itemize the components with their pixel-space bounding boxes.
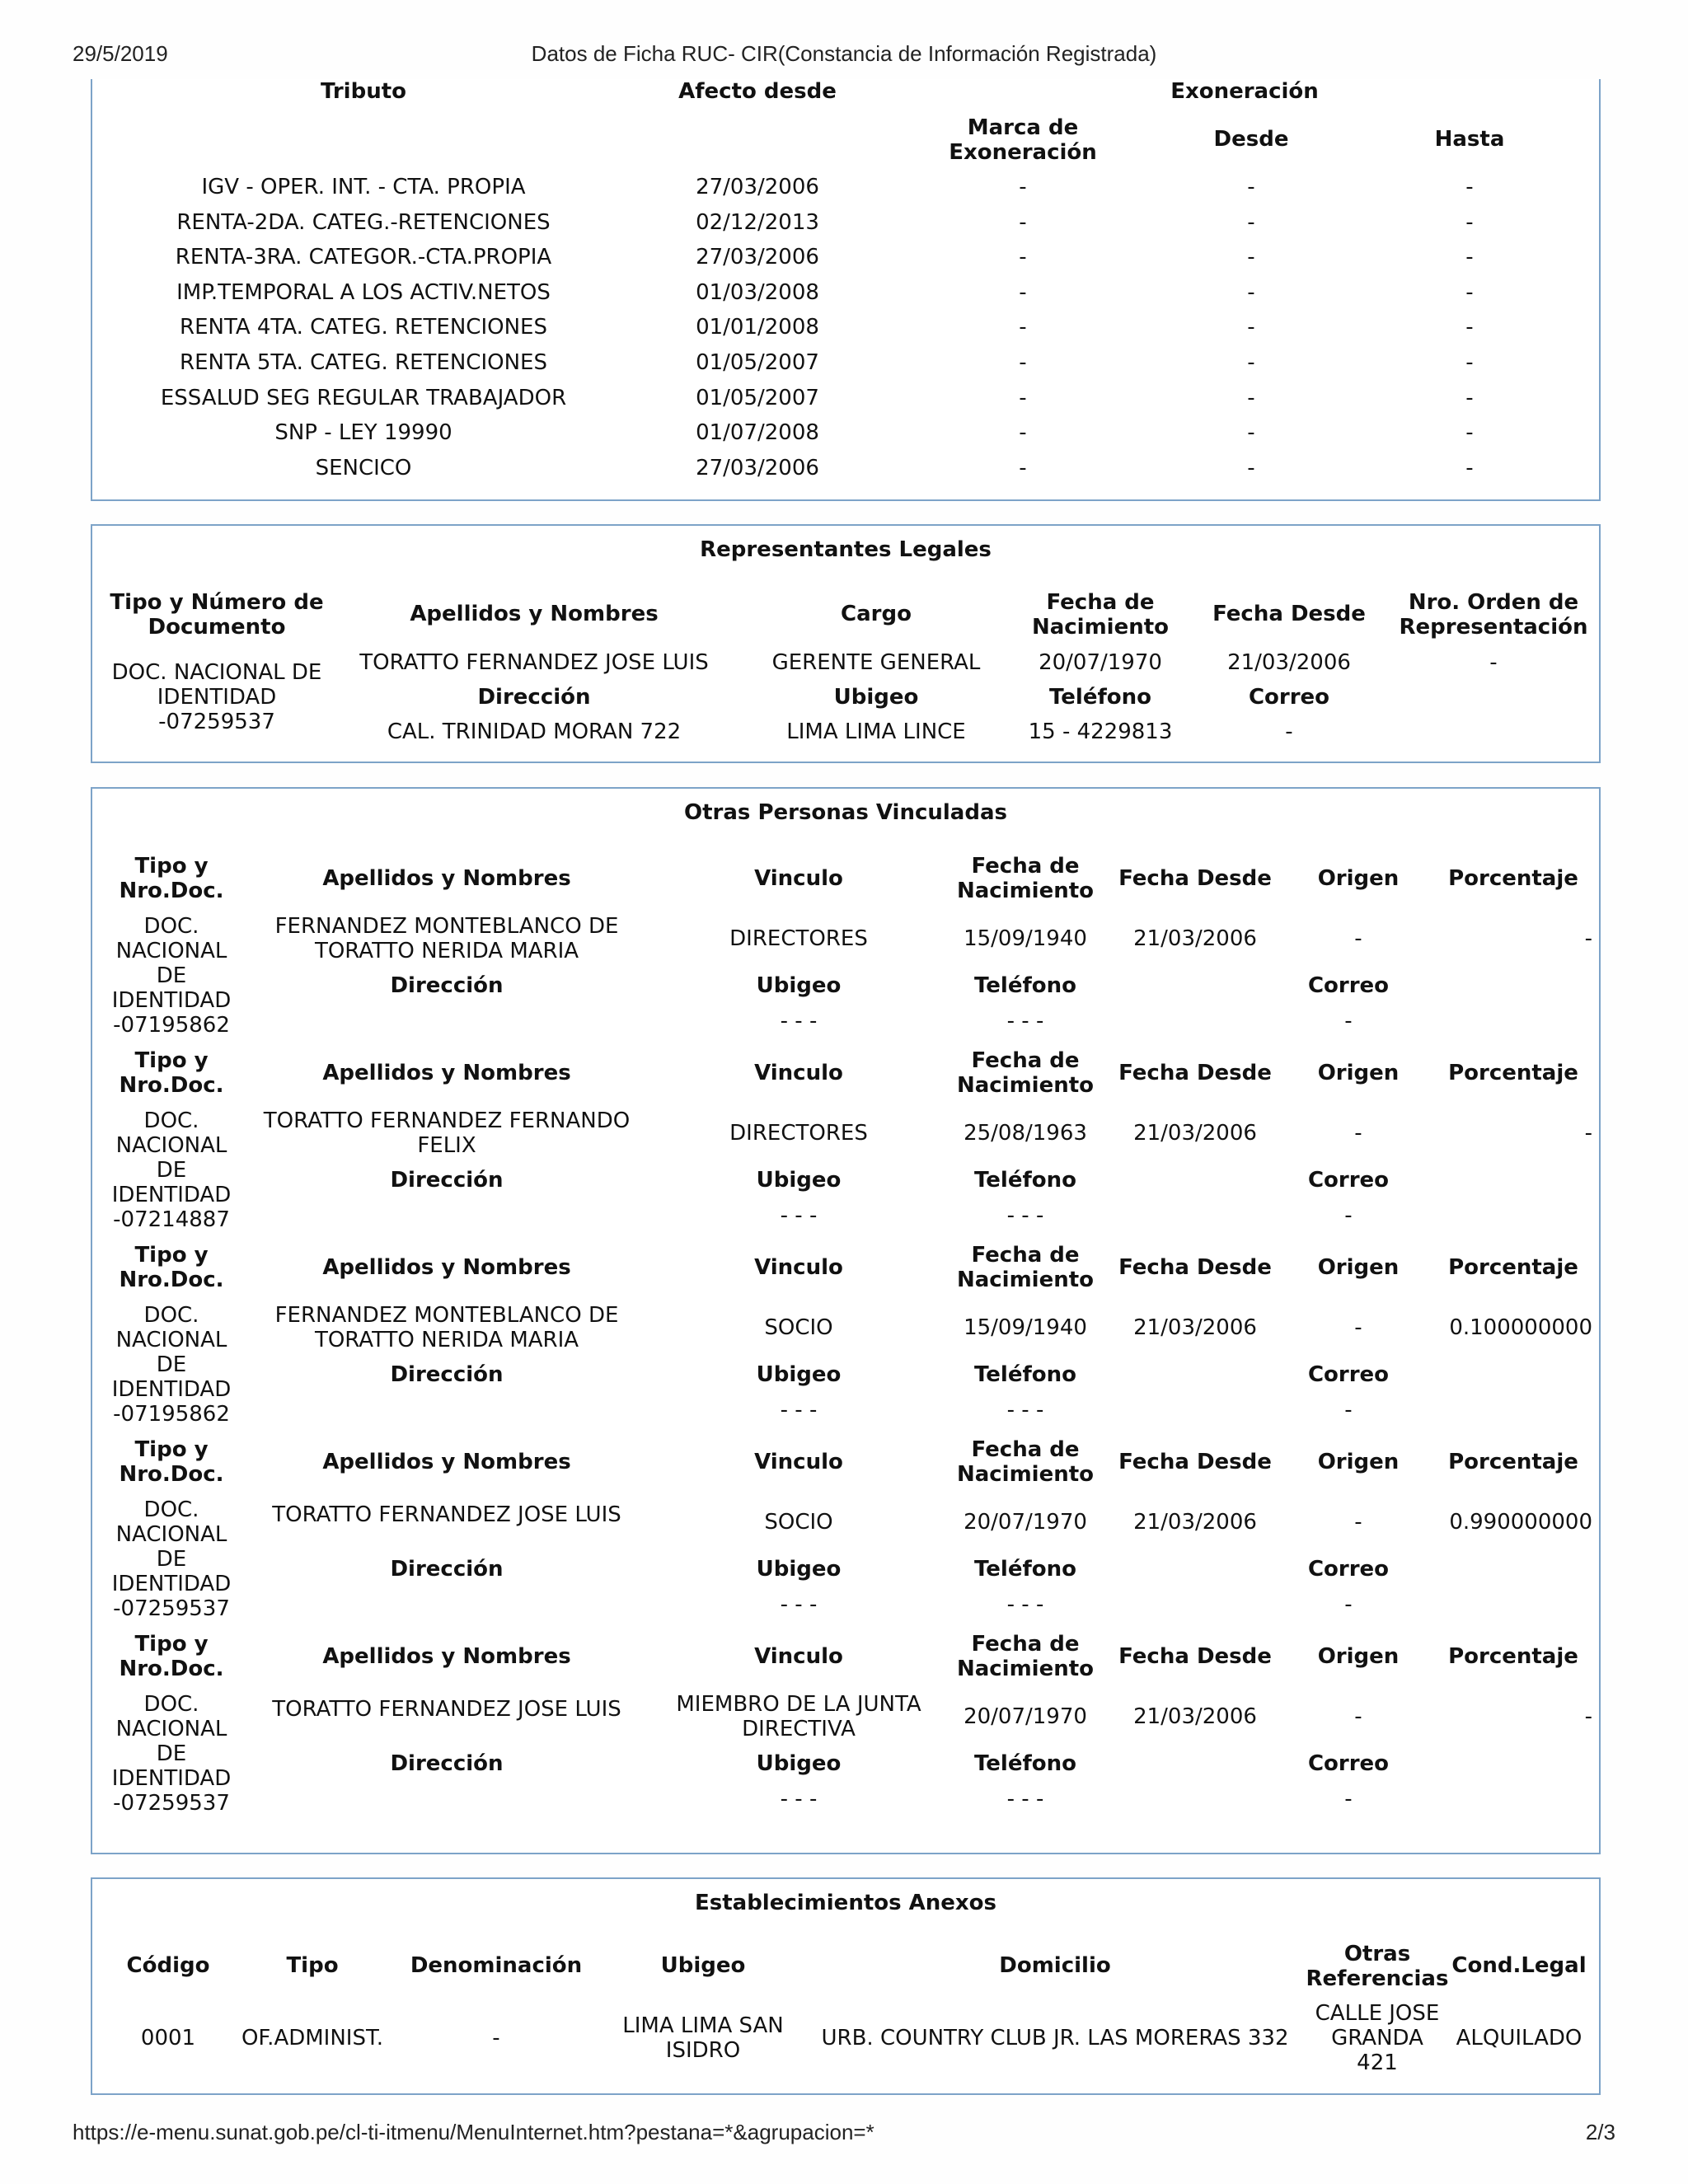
table-cell-telefono: - - - bbox=[1006, 1398, 1044, 1422]
col-header-cargo: Cargo bbox=[841, 602, 912, 626]
table-cell-marca: - bbox=[1019, 350, 1027, 375]
col-header-origen: Origen bbox=[1317, 866, 1400, 891]
table-cell-origen: - bbox=[1354, 926, 1362, 951]
table-cell-nombres: FERNANDEZ MONTEBLANCO DE TORATTO NERIDA MARIA bbox=[274, 914, 619, 963]
col-header-nacimiento: Fecha de Nacimiento bbox=[956, 1243, 1095, 1292]
col-header-nombres: Apellidos y Nombres bbox=[322, 1061, 571, 1085]
table-cell-ubigeo: LIMA LIMA SAN ISIDRO bbox=[622, 2013, 784, 2063]
col-header-vinculo: Vinculo bbox=[754, 1644, 843, 1669]
table-cell-vinculo: MIEMBRO DE LA JUNTA DIRECTIVA bbox=[676, 1692, 921, 1741]
table-cell-nombres: FERNANDEZ MONTEBLANCO DE TORATTO NERIDA MARIA bbox=[274, 1303, 619, 1352]
print-url: https://e-menu.sunat.gob.pe/cl-ti-itmenu/MenuInternet.htm?pestana=*&agrupacion=* bbox=[73, 2120, 874, 2144]
col-header-denominacion: Denominación bbox=[410, 1953, 583, 1978]
table-cell-nacimiento: 20/07/1970 bbox=[964, 1510, 1087, 1535]
col-header-marca: Marca de Exoneración bbox=[949, 115, 1097, 165]
col-header-desde: Fecha Desde bbox=[1118, 1061, 1272, 1085]
table-cell-desde: 21/03/2006 bbox=[1227, 650, 1351, 675]
table-cell-hasta: - bbox=[1465, 175, 1474, 199]
col-header-nombres: Apellidos y Nombres bbox=[322, 1450, 571, 1474]
table-cell-correo: - bbox=[1285, 719, 1293, 744]
table-cell-codigo: 0001 bbox=[140, 2026, 196, 2050]
col-header-orden: Nro. Orden de Representación bbox=[1399, 590, 1588, 640]
col-header-nombres: Apellidos y Nombres bbox=[322, 1644, 571, 1669]
page-number: 2/3 bbox=[1585, 2120, 1615, 2144]
table-cell-nombres: TORATTO FERNANDEZ JOSE LUIS bbox=[272, 1697, 621, 1722]
print-date: 29/5/2019 bbox=[73, 41, 168, 66]
table-cell-desde: - bbox=[1247, 455, 1255, 480]
table-cell-hasta: - bbox=[1465, 315, 1474, 340]
table-cell-nombres: TORATTO FERNANDEZ FERNANDO FELIX bbox=[263, 1108, 631, 1158]
table-cell-desde: - bbox=[1247, 209, 1255, 235]
table-cell-correo: - bbox=[1344, 1787, 1353, 1811]
col-header-direccion: Dirección bbox=[477, 685, 591, 710]
table-cell-hasta: - bbox=[1465, 350, 1474, 375]
col-header-doc: Tipo y Nro.Doc. bbox=[119, 1243, 224, 1292]
col-header-telefono: Teléfono bbox=[973, 973, 1076, 998]
col-header-afecto: Afecto desde bbox=[678, 79, 837, 104]
col-header-tipo: Tipo bbox=[286, 1953, 339, 1978]
table-cell-porcentaje: 0.990000000 bbox=[1449, 1510, 1592, 1535]
col-header-telefono: Teléfono bbox=[973, 1557, 1076, 1582]
table-cell-marca: - bbox=[1019, 175, 1027, 199]
table-cell-correo: - bbox=[1344, 1009, 1353, 1033]
col-header-origen: Origen bbox=[1317, 1644, 1400, 1669]
table-cell-correo: - bbox=[1344, 1398, 1353, 1422]
col-header-cond-legal: Cond.Legal bbox=[1451, 1953, 1587, 1978]
table-cell-desde: 21/03/2006 bbox=[1133, 1121, 1257, 1146]
table-cell-correo: - bbox=[1344, 1203, 1353, 1228]
table-cell-desde: 21/03/2006 bbox=[1133, 1315, 1257, 1340]
table-cell-marca: - bbox=[1019, 209, 1027, 235]
table-cell-ubigeo: - - - bbox=[780, 1203, 818, 1228]
table-cell-nombres: TORATTO FERNANDEZ JOSE LUIS bbox=[359, 650, 709, 675]
col-header-correo: Correo bbox=[1307, 973, 1390, 998]
table-cell-desde: 21/03/2006 bbox=[1133, 1704, 1257, 1729]
col-header-tributo: Tributo bbox=[320, 79, 407, 104]
col-header-desde: Desde bbox=[1213, 127, 1289, 152]
table-cell-otras-referencias: CALLE JOSE GRANDA 421 bbox=[1315, 2001, 1440, 2075]
col-header-porcentaje: Porcentaje bbox=[1448, 866, 1578, 891]
table-cell-tributo: IGV - OPER. INT. - CTA. PROPIA bbox=[201, 175, 526, 199]
tributos-section bbox=[91, 79, 1601, 501]
table-cell-correo: - bbox=[1344, 1592, 1353, 1617]
table-cell-doc: DOC. NACIONAL DE IDENTIDAD -07195862 bbox=[111, 914, 232, 1038]
table-cell-nacimiento: 15/09/1940 bbox=[964, 1315, 1087, 1340]
print-title: Datos de Ficha RUC- CIR(Constancia de Información Registrada) bbox=[531, 41, 1157, 66]
table-cell-marca: - bbox=[1019, 245, 1027, 270]
col-header-nacimiento: Fecha de Nacimiento bbox=[956, 854, 1095, 903]
col-header-nacimiento: Fecha de Nacimiento bbox=[956, 1048, 1095, 1098]
table-cell-hasta: - bbox=[1465, 455, 1474, 480]
table-cell-afecto: 02/12/2013 bbox=[696, 209, 819, 235]
table-cell-afecto: 01/01/2008 bbox=[696, 315, 819, 340]
col-header-nombres: Apellidos y Nombres bbox=[322, 866, 571, 891]
col-header-vinculo: Vinculo bbox=[754, 866, 843, 891]
section-title: Representantes Legales bbox=[700, 537, 992, 562]
table-cell-ubigeo: - - - bbox=[780, 1009, 818, 1033]
col-header-ubigeo: Ubigeo bbox=[756, 1557, 842, 1582]
table-cell-tributo: RENTA-3RA. CATEGOR.-CTA.PROPIA bbox=[175, 245, 552, 270]
table-cell-porcentaje: - bbox=[1584, 1704, 1592, 1729]
table-cell-porcentaje: 0.100000000 bbox=[1449, 1315, 1592, 1340]
table-cell-ubigeo: - - - bbox=[780, 1787, 818, 1811]
table-cell-direccion: CAL. TRINIDAD MORAN 722 bbox=[387, 719, 682, 744]
col-header-nombres: Apellidos y Nombres bbox=[410, 602, 659, 626]
col-header-direccion: Dirección bbox=[390, 1362, 504, 1387]
table-cell-hasta: - bbox=[1465, 279, 1474, 305]
table-cell-marca: - bbox=[1019, 385, 1027, 410]
col-header-correo: Correo bbox=[1307, 1362, 1390, 1387]
table-cell-porcentaje: - bbox=[1584, 926, 1592, 951]
col-header-desde: Fecha Desde bbox=[1118, 1450, 1272, 1474]
col-header-direccion: Dirección bbox=[390, 1168, 504, 1193]
table-cell-desde: 21/03/2006 bbox=[1133, 1510, 1257, 1535]
table-cell-tributo: SENCICO bbox=[315, 455, 412, 480]
establecimientos-section bbox=[91, 1877, 1601, 2095]
table-cell-origen: - bbox=[1354, 1704, 1362, 1729]
table-cell-nacimiento: 25/08/1963 bbox=[964, 1121, 1087, 1146]
col-header-correo: Correo bbox=[1248, 685, 1330, 710]
col-header-telefono: Teléfono bbox=[973, 1168, 1076, 1193]
table-cell-denominacion: - bbox=[492, 2026, 500, 2050]
table-cell-marca: - bbox=[1019, 315, 1027, 340]
table-cell-nacimiento: 20/07/1970 bbox=[1039, 650, 1162, 675]
table-cell-marca: - bbox=[1019, 279, 1027, 305]
col-header-nombres: Apellidos y Nombres bbox=[322, 1255, 571, 1280]
table-cell-telefono: - - - bbox=[1006, 1009, 1044, 1033]
table-cell-hasta: - bbox=[1465, 420, 1474, 446]
col-header-ubigeo: Ubigeo bbox=[660, 1953, 746, 1978]
table-cell-desde: - bbox=[1247, 245, 1255, 270]
table-cell-vinculo: DIRECTORES bbox=[729, 926, 868, 951]
table-cell-tributo: RENTA 5TA. CATEG. RETENCIONES bbox=[180, 350, 547, 375]
table-cell-hasta: - bbox=[1465, 385, 1474, 410]
table-cell-telefono: - - - bbox=[1006, 1203, 1044, 1228]
col-header-exoneracion: Exoneración bbox=[1170, 79, 1319, 104]
representantes-section bbox=[91, 524, 1601, 763]
table-cell-desde: - bbox=[1247, 350, 1255, 375]
col-header-origen: Origen bbox=[1317, 1450, 1400, 1474]
table-cell-desde: - bbox=[1247, 175, 1255, 199]
table-cell-hasta: - bbox=[1465, 245, 1474, 270]
col-header-vinculo: Vinculo bbox=[754, 1255, 843, 1280]
col-header-vinculo: Vinculo bbox=[754, 1450, 843, 1474]
table-cell-desde: - bbox=[1247, 385, 1255, 410]
table-cell-afecto: 27/03/2006 bbox=[696, 245, 819, 270]
table-cell-origen: - bbox=[1354, 1315, 1362, 1340]
col-header-porcentaje: Porcentaje bbox=[1448, 1061, 1578, 1085]
table-cell-desde: - bbox=[1247, 315, 1255, 340]
table-cell-telefono: 15 - 4229813 bbox=[1028, 719, 1173, 744]
table-cell-nacimiento: 15/09/1940 bbox=[964, 926, 1087, 951]
table-cell-afecto: 01/07/2008 bbox=[696, 420, 819, 446]
col-header-doc: Tipo y Nro.Doc. bbox=[119, 1437, 224, 1487]
col-header-codigo: Código bbox=[126, 1953, 210, 1978]
col-header-correo: Correo bbox=[1307, 1751, 1390, 1776]
table-cell-doc: DOC. NACIONAL DE IDENTIDAD -07259537 bbox=[111, 1497, 232, 1621]
table-cell-cargo: GERENTE GENERAL bbox=[771, 650, 981, 675]
col-header-nacimiento: Fecha de Nacimiento bbox=[956, 1437, 1095, 1487]
col-header-origen: Origen bbox=[1317, 1061, 1400, 1085]
col-header-doc: Tipo y Número de Documento bbox=[110, 590, 324, 640]
table-cell-telefono: - - - bbox=[1006, 1787, 1044, 1811]
table-cell-domicilio: URB. COUNTRY CLUB JR. LAS MORERAS 332 bbox=[821, 2026, 1289, 2050]
table-cell-nombres: TORATTO FERNANDEZ JOSE LUIS bbox=[272, 1502, 621, 1527]
col-header-doc: Tipo y Nro.Doc. bbox=[119, 854, 224, 903]
table-cell-desde: - bbox=[1247, 279, 1255, 305]
table-cell-nacimiento: 20/07/1970 bbox=[964, 1704, 1087, 1729]
table-cell-ubigeo: - - - bbox=[780, 1592, 818, 1617]
table-cell-doc: DOC. NACIONAL DE IDENTIDAD -07195862 bbox=[111, 1303, 232, 1427]
table-cell-afecto: 27/03/2006 bbox=[696, 455, 819, 480]
col-header-ubigeo: Ubigeo bbox=[833, 685, 919, 710]
col-header-vinculo: Vinculo bbox=[754, 1061, 843, 1085]
table-cell-doc: DOC. NACIONAL DE IDENTIDAD -07259537 bbox=[111, 1692, 232, 1816]
table-cell-porcentaje: - bbox=[1584, 1121, 1592, 1146]
table-cell-orden: - bbox=[1489, 650, 1498, 675]
col-header-desde: Fecha Desde bbox=[1118, 1644, 1272, 1669]
table-cell-afecto: 01/05/2007 bbox=[696, 350, 819, 375]
col-header-domicilio: Domicilio bbox=[999, 1953, 1111, 1978]
table-cell-vinculo: SOCIO bbox=[764, 1510, 833, 1535]
table-cell-origen: - bbox=[1354, 1510, 1362, 1535]
otras-personas-section bbox=[91, 787, 1601, 1854]
table-cell-tipo: OF.ADMINIST. bbox=[241, 2026, 384, 2050]
table-cell-tributo: RENTA 4TA. CATEG. RETENCIONES bbox=[180, 315, 547, 340]
col-header-direccion: Dirección bbox=[390, 1557, 504, 1582]
section-title: Establecimientos Anexos bbox=[694, 1891, 997, 1915]
table-cell-tributo: ESSALUD SEG REGULAR TRABAJADOR bbox=[160, 385, 567, 410]
table-cell-doc: DOC. NACIONAL DE IDENTIDAD -07214887 bbox=[111, 1108, 232, 1232]
col-header-desde: Fecha Desde bbox=[1212, 602, 1366, 626]
col-header-desde: Fecha Desde bbox=[1118, 866, 1272, 891]
col-header-nacimiento: Fecha de Nacimiento bbox=[1031, 590, 1170, 640]
col-header-telefono: Teléfono bbox=[973, 1362, 1076, 1387]
col-header-porcentaje: Porcentaje bbox=[1448, 1450, 1578, 1474]
table-cell-marca: - bbox=[1019, 455, 1027, 480]
col-header-correo: Correo bbox=[1307, 1168, 1390, 1193]
table-cell-doc: DOC. NACIONAL DE IDENTIDAD -07259537 bbox=[111, 660, 322, 734]
col-header-otras-referencias: Otras Referencias bbox=[1306, 1942, 1449, 1991]
section-title: Otras Personas Vinculadas bbox=[684, 800, 1007, 825]
col-header-porcentaje: Porcentaje bbox=[1448, 1644, 1578, 1669]
col-header-direccion: Dirección bbox=[390, 973, 504, 998]
col-header-origen: Origen bbox=[1317, 1255, 1400, 1280]
table-cell-marca: - bbox=[1019, 420, 1027, 446]
col-header-ubigeo: Ubigeo bbox=[756, 1751, 842, 1776]
table-cell-afecto: 01/03/2008 bbox=[696, 279, 819, 305]
table-cell-hasta: - bbox=[1465, 209, 1474, 235]
col-header-desde: Fecha Desde bbox=[1118, 1255, 1272, 1280]
table-cell-tributo: IMP.TEMPORAL A LOS ACTIV.NETOS bbox=[176, 279, 551, 305]
table-cell-tributo: SNP - LEY 19990 bbox=[274, 420, 452, 446]
table-cell-afecto: 27/03/2006 bbox=[696, 175, 819, 199]
table-cell-desde: 21/03/2006 bbox=[1133, 926, 1257, 951]
table-cell-cond-legal: ALQUILADO bbox=[1456, 2026, 1582, 2050]
col-header-correo: Correo bbox=[1307, 1557, 1390, 1582]
table-cell-origen: - bbox=[1354, 1121, 1362, 1146]
table-cell-tributo: RENTA-2DA. CATEG.-RETENCIONES bbox=[176, 209, 551, 235]
col-header-hasta: Hasta bbox=[1434, 127, 1505, 152]
col-header-porcentaje: Porcentaje bbox=[1448, 1255, 1578, 1280]
table-cell-desde: - bbox=[1247, 420, 1255, 446]
col-header-direccion: Dirección bbox=[390, 1751, 504, 1776]
col-header-ubigeo: Ubigeo bbox=[756, 1168, 842, 1193]
col-header-ubigeo: Ubigeo bbox=[756, 973, 842, 998]
col-header-doc: Tipo y Nro.Doc. bbox=[119, 1048, 224, 1098]
table-cell-vinculo: DIRECTORES bbox=[729, 1121, 868, 1146]
col-header-telefono: Teléfono bbox=[1048, 685, 1151, 710]
col-header-ubigeo: Ubigeo bbox=[756, 1362, 842, 1387]
col-header-telefono: Teléfono bbox=[973, 1751, 1076, 1776]
table-cell-vinculo: SOCIO bbox=[764, 1315, 833, 1340]
table-cell-telefono: - - - bbox=[1006, 1592, 1044, 1617]
col-header-nacimiento: Fecha de Nacimiento bbox=[956, 1632, 1095, 1681]
table-cell-afecto: 01/05/2007 bbox=[696, 385, 819, 410]
table-cell-ubigeo: LIMA LIMA LINCE bbox=[786, 719, 966, 744]
table-cell-ubigeo: - - - bbox=[780, 1398, 818, 1422]
col-header-doc: Tipo y Nro.Doc. bbox=[119, 1632, 224, 1681]
